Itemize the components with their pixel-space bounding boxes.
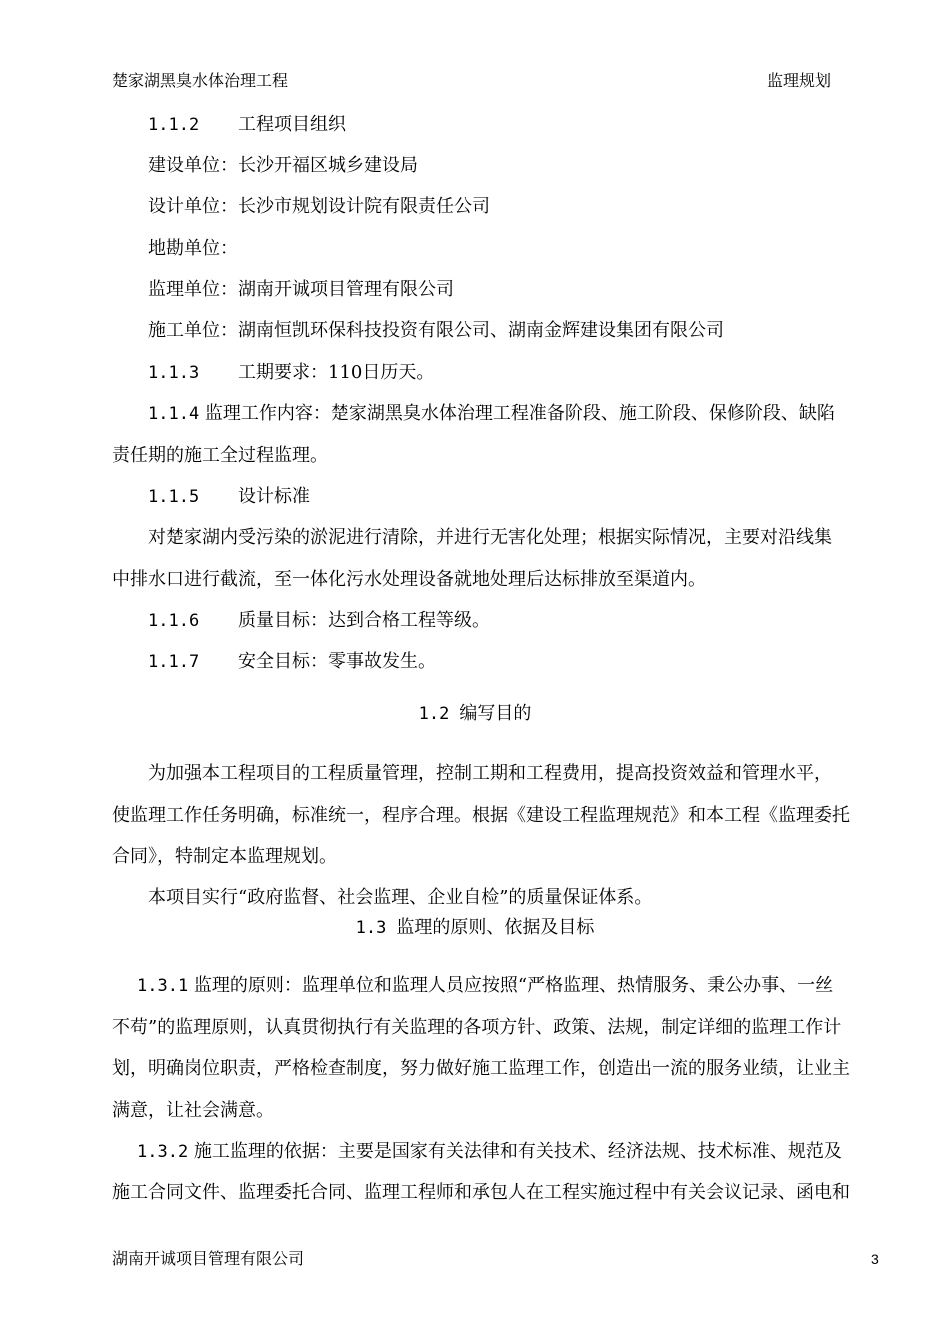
- section-1-1-7: [148, 650, 928, 674]
- section-title: 设计标准: [238, 486, 310, 507]
- footer-company: 湖南开诚项目管理有限公司: [112, 1249, 305, 1268]
- section-1-3-2-line-2: 施工合同文件、监理委托合同、监理工程师和承包人在工程实施过程中有关会议记录、函电和: [112, 1182, 850, 1203]
- quality-system-line: 本项目实行“政府监督、社会监理、企业自检”的质量保证体系。: [148, 887, 653, 908]
- construction-unit-line: 建设单位：长沙开福区城乡建设局: [148, 155, 418, 176]
- header-project-title: 楚家湖黑臭水体治理工程: [112, 71, 289, 90]
- design-standard-line-2: 中排水口进行截流，至一体化污水处理设备就地处理后达标排放至渠道内。: [112, 569, 706, 590]
- section-number: 1.1.7: [148, 652, 200, 672]
- section-title: 工程项目组织: [238, 114, 346, 135]
- section-1-2-heading: [0, 702, 950, 726]
- section-number: 1.1.6: [148, 611, 200, 631]
- purpose-paragraph-line-2: 使监理工作任务明确，标准统一，程序合理。根据《建设工程监理规范》和本工程《监理委托: [112, 805, 850, 826]
- section-1-3-1-line-2: 不苟”的监理原则，认真贯彻执行有关监理的各项方针、政策、法规，制定详细的监理工作计: [112, 1017, 842, 1038]
- section-number: 1.3: [355, 918, 387, 938]
- contractor-unit-line: 施工单位：湖南恒凯环保科技投资有限公司、湖南金辉建设集团有限公司: [148, 320, 724, 341]
- section-1-1-2-heading: [148, 113, 928, 137]
- design-standard-line-1: 对楚家湖内受污染的淤泥进行清除，并进行无害化处理；根据实际情况，主要对沿线集: [148, 527, 832, 548]
- section-number: 1.1.3: [148, 363, 200, 383]
- section-1-1-4-line-2: 责任期的施工全过程监理。: [112, 445, 328, 466]
- section-1-1-6: [148, 609, 928, 633]
- purpose-paragraph-line-1: 为加强本工程项目的工程质量管理，控制工期和工程费用，提高投资效益和管理水平，: [148, 763, 832, 784]
- section-number: 1.3.2: [137, 1142, 189, 1162]
- header-divider: [110, 97, 840, 98]
- section-title: 监理的原则、依据及目标: [396, 917, 595, 938]
- section-number: 1.3.1: [137, 976, 189, 996]
- section-1-3-1-line-4: 满意，让社会满意。: [112, 1100, 274, 1121]
- section-number: 1.2: [418, 704, 450, 724]
- header-doc-type: 监理规划: [767, 71, 832, 90]
- principle-text: 监理的原则：监理单位和监理人员应按照“严格监理、热情服务、秉公办事、一丝: [193, 975, 834, 996]
- survey-unit-line: 地勘单位：: [148, 238, 238, 259]
- section-1-1-4-line-1: [148, 402, 928, 426]
- section-1-1-5-heading: [148, 485, 928, 509]
- supervision-unit-line: 监理单位：湖南开诚项目管理有限公司: [148, 279, 454, 300]
- section-1-1-3: [148, 361, 928, 385]
- supervision-scope-text: 监理工作内容：楚家湖黑臭水体治理工程准备阶段、施工阶段、保修阶段、缺陷: [204, 403, 835, 424]
- basis-text: 施工监理的依据：主要是国家有关法律和有关技术、经济法规、技术标准、规范及: [193, 1141, 842, 1162]
- section-title: 编写目的: [459, 703, 532, 724]
- design-unit-line: 设计单位：长沙市规划设计院有限责任公司: [148, 196, 490, 217]
- section-number: 1.1.2: [148, 115, 200, 135]
- schedule-requirement: 工期要求：110日历天。: [238, 362, 435, 383]
- page-number: 3: [871, 1251, 879, 1267]
- quality-target: 质量目标：达到合格工程等级。: [238, 610, 490, 631]
- section-1-3-1-line-3: 划，明确岗位职责，严格检查制度，努力做好施工监理工作，创造出一流的服务业绩，让业主: [112, 1058, 850, 1079]
- safety-target: 安全目标：零事故发生。: [238, 651, 436, 672]
- section-1-3-1-line-1: [137, 974, 917, 998]
- section-1-3-2-line-1: [137, 1140, 917, 1164]
- section-1-3-heading: [0, 916, 950, 940]
- section-number: 1.1.5: [148, 487, 200, 507]
- purpose-paragraph-line-3: 合同》，特制定本监理规划。: [112, 846, 337, 867]
- section-number: 1.1.4: [148, 404, 200, 424]
